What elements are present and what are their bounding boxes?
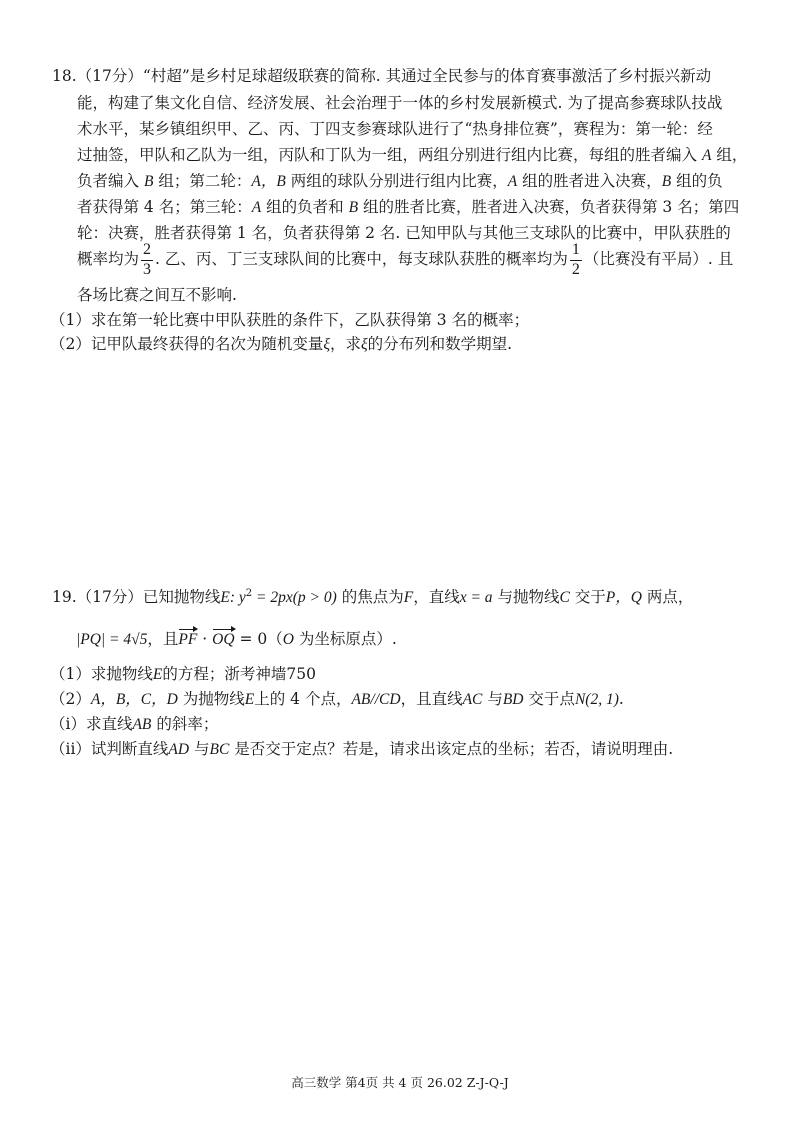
q19-text: （i）求直线	[50, 715, 133, 733]
q18-line-9	[77, 288, 237, 304]
parabola-e: E	[244, 691, 255, 708]
q18-text: 术水平，某乡镇组织甲、乙、丙、丁四支参赛球队进行了“热身排位赛”，赛程为：第一轮：经	[77, 120, 713, 138]
q18-score: （17分）	[76, 67, 143, 85]
q18-line-3	[77, 122, 713, 138]
line-bc: BC	[209, 741, 230, 758]
vector-oq: OQ	[212, 631, 235, 648]
q18-text: 轮：决赛，胜者获得第 1 名，负者获得第 2 名. 已知甲队与其他三支球队的比赛中，甲队获胜的	[77, 224, 731, 242]
q19-text: 为抛物线	[177, 690, 245, 708]
fraction-numerator: 2	[141, 241, 153, 260]
q18-part-text: （2）记甲队最终获得的名次为随机变量	[50, 335, 324, 353]
q19-text: （1）求抛物线	[50, 665, 153, 683]
line-ac: AC	[462, 691, 483, 708]
parabola-e: E	[152, 666, 163, 683]
group-a-label: A	[701, 147, 712, 164]
q18-text: 两组的球队分别进行组内比赛，	[290, 172, 508, 190]
q18-text: 组的负	[676, 172, 723, 190]
q18-number: 18.	[52, 67, 77, 85]
q19-part-1	[50, 667, 316, 683]
q19-text: 的斜率；	[151, 715, 219, 733]
q18-line-4: 过抽签，甲队和乙队为一组，丙队和丁队为一组，两组分别进行组内比赛，每组的胜者编入 A 组，	[77, 146, 748, 164]
q18-text: 者获得第 4 名；第三轮：	[77, 198, 252, 216]
points-abcd: A，B，C，D	[90, 691, 178, 708]
group-ab-label: A，B	[251, 173, 286, 190]
line-bd: BD	[502, 691, 524, 708]
q18-text: 概率均为	[77, 250, 140, 269]
q19-text: = 0（	[234, 630, 283, 648]
q19-sub-ii	[50, 742, 673, 758]
q18-text: 组的负者和	[266, 198, 344, 216]
q19-text: .	[618, 690, 624, 708]
q18-line-6	[77, 200, 739, 216]
point-n: N(2, 1)	[574, 691, 619, 708]
q18-part-1	[50, 313, 529, 329]
q18-text: . 乙、丙、丁三支球队间的比赛中，每支球队获胜的概率均为	[155, 250, 568, 269]
q19-text: （2）	[50, 690, 91, 708]
q18-text: “村超”是乡村足球超级联赛的简称. 其通过全民参与的体育赛事激活了乡村振兴新动	[142, 67, 712, 85]
line-ad: AD	[168, 741, 190, 758]
group-a-label: A	[507, 173, 518, 190]
q19-score: （17分）	[76, 588, 143, 607]
q19-text: 两点，	[641, 588, 694, 607]
q18-line-1	[52, 69, 711, 85]
q19-text: 的焦点为	[336, 588, 404, 607]
q19-part-2	[50, 692, 624, 708]
q19-sub-i	[50, 717, 218, 733]
q18-text: 组的胜者比赛，胜者进入决赛，负者获得第 3 名；第四	[362, 198, 740, 216]
q19-text: 为坐标原点）.	[293, 630, 397, 648]
vector-pf: PF	[178, 631, 198, 648]
q18-part-text: （1）求在第一轮比赛中甲队获胜的条件下，乙队获得第 3 名的概率；	[50, 311, 530, 329]
focus-f: F	[403, 589, 414, 607]
xi-symbol: ξ	[361, 336, 368, 353]
q19-line-1: 19.（17分）已知抛物线E: $y^2 = 2px(p > 0)$ 的焦点为F，直线x = a 与抛物线C 交于P，Q 两点，	[52, 588, 694, 607]
q18-text: 组；第二轮：	[158, 172, 252, 190]
q18-text: 各场比赛之间互不影响.	[77, 286, 237, 304]
q18-text: 负者编入	[77, 172, 140, 190]
q18-part-2	[50, 337, 512, 353]
group-b-label: B	[143, 173, 154, 190]
dot-operator: ·	[197, 630, 213, 648]
line-x-a: x = a	[459, 589, 493, 607]
parallel-relation: AB//CD	[351, 691, 401, 708]
fraction-numerator: 1	[570, 241, 582, 260]
xi-symbol: ξ	[323, 336, 331, 353]
q19-text: ，直线	[413, 588, 460, 607]
fraction-denominator: 2	[571, 260, 580, 278]
q19-text: 交于点	[523, 690, 575, 708]
q19-text: （ii）试判断直线	[50, 740, 169, 758]
group-a-label: A	[251, 199, 262, 216]
q19-text: 是否交于定点？若是，请求出该定点的坐标；若否，请说明理由.	[229, 740, 674, 758]
q19-text: ，且	[147, 630, 179, 648]
points-pq: P，Q	[605, 589, 642, 607]
q19-text: 交于	[569, 588, 606, 607]
q19-text: 的方程；浙考神墙750	[162, 665, 316, 683]
q19-text: 与抛物线	[492, 588, 560, 607]
q18-line-7	[77, 226, 731, 242]
q18-line-2	[77, 96, 722, 112]
q18-line-8	[77, 241, 734, 278]
fraction-two-thirds	[141, 241, 153, 279]
q19-text: ，且直线	[400, 690, 463, 708]
q18-line-5	[77, 174, 723, 190]
parabola-e: E	[220, 589, 230, 607]
equation-part: = 2px(p > 0)	[252, 589, 337, 607]
parabola-c: C	[559, 589, 570, 607]
q18-text: 过抽签，甲队和乙队为一组，丙队和丁队为一组，两组分别进行组内比赛，每组的胜者编入	[77, 146, 698, 164]
q18-part-text: 的分布列和数学期望.	[367, 335, 513, 353]
fraction-one-half	[570, 241, 582, 279]
q19-text: 已知抛物线	[142, 588, 221, 607]
q19-number: 19.	[52, 588, 77, 607]
origin-o: O	[282, 631, 294, 648]
line-ab: AB	[132, 716, 152, 733]
page-footer: 高三数学 第4页 共 4 页 26.02 Z-J-Q-J	[291, 1075, 509, 1090]
q18-text: （比赛没有平局）. 且	[583, 250, 734, 269]
pq-length: |PQ| = 4√5	[76, 631, 148, 648]
q19-text: 与	[482, 690, 503, 708]
fraction-denominator: 3	[143, 260, 152, 278]
group-b-label: B	[661, 173, 672, 190]
q18-part-text: ，求	[330, 335, 362, 353]
q18-text: 能，构建了集文化自信、经济发展、社会治理于一体的乡村发展新模式. 为了提高参赛球队技战	[77, 94, 723, 112]
q19-line-2	[76, 632, 397, 648]
q19-text: 上的 4 个点，	[254, 690, 352, 708]
equation-part: : y	[229, 589, 246, 607]
group-b-label: B	[348, 199, 359, 216]
q19-text: 与	[189, 740, 210, 758]
q18-text: 组的胜者进入决赛，	[522, 172, 662, 190]
